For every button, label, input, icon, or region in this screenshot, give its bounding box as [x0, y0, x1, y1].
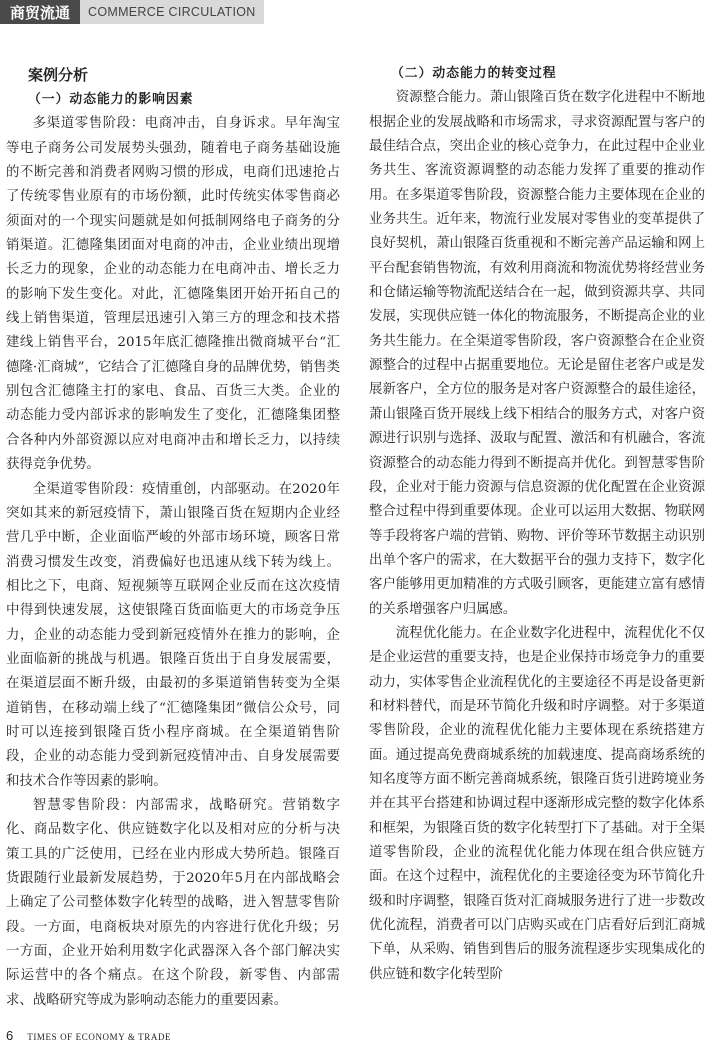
paragraph-smart-retail: 智慧零售阶段：内部需求，战略研究。营销数字化、商品数字化、供应链数字化以及相对应的分析与决策工具的广泛使用，已经在业内形成大势所趋。银隆百货跟随行业最新发展趋势，于2020年5月在内部战略会上确定了公司整体数字化转型的战略，进入智慧零售阶段。一方面，电商板块对原先的内容进行优化升级；另一方面，企业开始利用数字化武器深入各个部门解决实际运营中的各个痛点。在这个阶段，新零售、内部需求、战略研究等成为影响动态能力的重要因素。: [6, 797, 340, 1008]
magazine-name: TIMES OF ECONOMY & TRADE: [27, 1032, 172, 1042]
right-column: [369, 62, 705, 987]
page-number: 6: [6, 1028, 14, 1043]
subheading-transformation: （二）动态能力的转变过程: [391, 66, 557, 81]
section-title-cn: 商贸流通: [0, 0, 80, 24]
paragraph-resource-integration: 资源整合能力。萧山银隆百货在数字化进程中不断地根据企业的发展战略和市场需求，寻求资源配置与客户的最佳结合点，突出企业的核心竞争力，在此过程中企业业务共生、客流资源调整的动态能力发挥了重要的推动作用。在多渠道零售阶段，资源整合能力主要体现在企业的业务共生。近年来，物流行业发展对零售业的变革提供了良好契机，萧山银隆百货重视和不断完善产品运输和网上平台配套销售物流，有效利用商流和物流优势将经营业务和仓储运输等物流配送结合在一起，做到资源共享、共同发展，实现供应链一体化的物流服务，不断提高企业的业务共生能力。在全渠道零售阶段，客户资源整合在企业资源整合的过程中占据重要地位。无论是留住老客户或是发展新客户，全方位的服务是对客户资源整合的最佳途径，萧山银隆百货开展线上线下相结合的服务方式，对客户资源进行识别与选择、汲取与配置、激活和有机融合，客流资源整合的动态能力得到不断提高并优化。到智慧零售阶段，企业对于能力资源与信息资源的优化配置在企业资源整合过程中得到重要体现。企业可以运用大数据、物联网等手段将客户端的营销、购物、评价等环节数据主动识别出单个客户的需求，在大数据平台的强力支持下，数字化客户能够用更加精准的方式吸引顾客，更能建立富有感情的关系增强客户归属感。: [369, 90, 705, 617]
paragraph-omnichannel: 全渠道零售阶段：疫情重创，内部驱动。在2020年突如其来的新冠疫情下，萧山银隆百货在短期内企业经营几乎中断，企业面临严峻的外部市场环境，顾客日常消费习惯发生改变，消费偏好也迅速从线下转为线上。相比之下，电商、短视频等互联网企业反而在这次疫情中得到快速发展，这使银隆百货面临更大的市场竞争压力，企业的动态能力受到新冠疫情外在推力的影响，企业面临新的挑战与机遇。银隆百货出于自身发展需要，在渠道层面不断升级，由最初的多渠道销售转变为全渠道销售，在移动端上线了“汇德隆集团”微信公众号，同时可以连接到银隆百货小程序商城。在全渠道销售阶段，企业的动态能力受到新冠疫情冲击、自身发展需要和技术合作等因素的影响。: [6, 481, 340, 789]
section-title-en: COMMERCE CIRCULATION: [80, 0, 264, 24]
paragraph-process-optimization: 流程优化能力。在企业数字化进程中，流程优化不仅是企业运营的重要支持，也是企业保持市场竞争力的重要动力，实体零售企业流程优化的主要途径不再是设备更新和材料替代，而是环节简化升级和时序调整。对于多渠道零售阶段，企业的流程优化能力主要体现在系统搭建方面。通过提高免费商城系统的加载速度、提高商场系统的知名度等方面不断完善商城系统，银隆百货引进跨境业务并在其平台搭建和协调过程中逐渐形成完整的数字化体系和框架，为银隆百货的数字化转型打下了基础。对于全渠道零售阶段，企业的流程优化能力体现在组合供应链方面。在这个过程中，流程优化的主要途径变为环节简化升级和时序调整，银隆百货对汇商城服务进行了进一步数改优化流程，消费者可以门店购买或在门店看好后到汇商城下单，从采购、销售到售后的服务流程逐步实现集成化的供应链和数字化转型阶: [369, 625, 705, 982]
section-heading: 案例分析: [28, 66, 89, 84]
left-column: [6, 62, 340, 1013]
subheading-influencing-factors: （一）动态能力的影响因素: [28, 92, 194, 107]
section-header: [0, 0, 264, 24]
paragraph-multichannel: 多渠道零售阶段：电商冲击，自身诉求。早年淘宝等电子商务公司发展势头强劲，随着电子商务基础设施的不断完善和消费者网购习惯的形成，电商们迅速抢占了传统零售业原有的市场份额，此时传统实体零售商必须面对的一个现实问题就是如何抵制网络电子商务的分销渠道。汇德隆集团面对电商的冲击，企业业绩出现增长乏力的现象，企业的动态能力在电商冲击、增长乏力的影响下发生变化。对此，汇德隆集团开始开拓自己的线上销售渠道，管理层迅速引入第三方的理念和技术搭建线上销售平台，2015年底汇德隆推出微商城平台“汇德隆·汇商城”，它结合了汇德隆自身的品牌优势，销售类别包含汇德隆主打的家电、食品、百货三大类。企业的动态能力受内部诉求的影响发生了变化，汇德隆集团整合各种内外部资源以应对电商冲击和增长乏力，以持续获得竞争优势。: [6, 116, 340, 473]
page-footer: [6, 1028, 171, 1043]
